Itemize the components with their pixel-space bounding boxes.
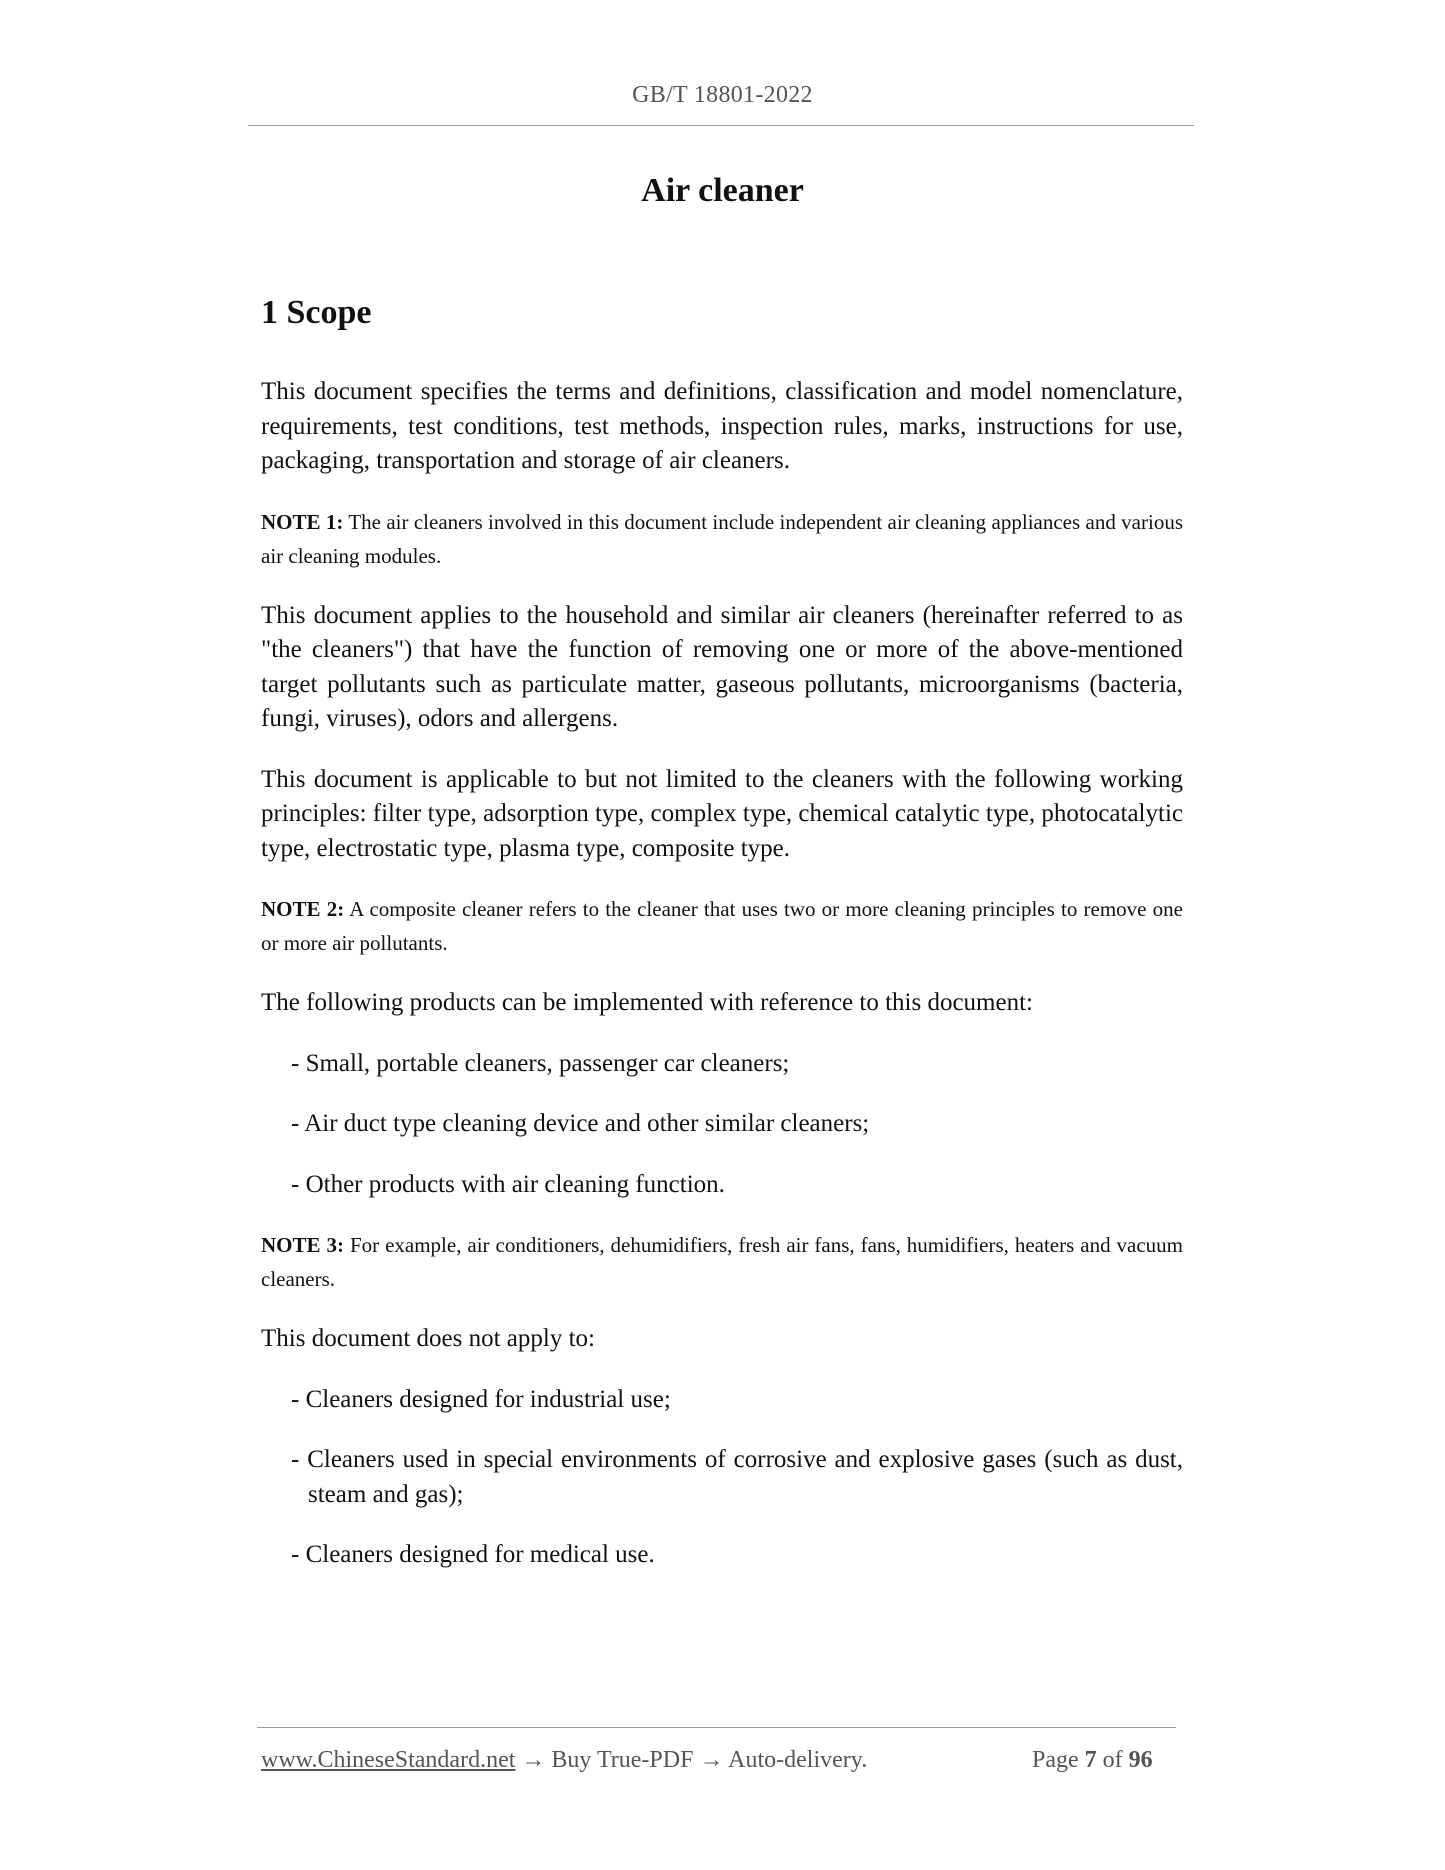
of-label: of (1102, 1747, 1123, 1773)
scope-paragraph-1: This document specifies the terms and definitions, classification and model nomenclature, requirements, test conditions, test methods, inspection rules, marks, instructions for use, packaging, transportation and storage of air cleaners. (261, 378, 1183, 474)
page-number: 7 (1084, 1747, 1097, 1773)
scope-paragraph-5: This document does not apply to: (261, 1325, 595, 1352)
header-standard-code: GB/T 18801-2022 (632, 82, 813, 108)
list-item: - Small, portable cleaners, passenger car cleaners; (291, 1049, 790, 1077)
note-3-label: NOTE 3: (261, 1233, 344, 1257)
buy-pdf-text: Buy True-PDF (551, 1747, 694, 1773)
note-3-text: For example, air conditioners, dehumidifiers, fresh air fans, fans, humidifiers, heaters and vacuum cleaners. (261, 1233, 1184, 1291)
website-link[interactable]: www.ChineseStandard.net (261, 1747, 516, 1773)
document-title: Air cleaner (641, 172, 804, 209)
note-1-label: NOTE 1: (261, 509, 344, 534)
total-pages: 96 (1128, 1747, 1153, 1773)
note-1 (261, 505, 1183, 573)
list-item: - Other products with air cleaning function. (291, 1170, 725, 1198)
arrow-right-icon: → (699, 1747, 724, 1773)
footer-divider (257, 1727, 1176, 1728)
document-body (261, 293, 1183, 1599)
section-heading-scope: 1 Scope (261, 294, 372, 331)
scope-paragraph-3: This document is applicable to but not limited to the cleaners with the following working principles: filter type, adsorption type, complex type, chemical catalytic type, photocatalytic type, electrostatic type, plasma type, composite type. (261, 765, 1183, 862)
header-divider (248, 125, 1194, 126)
note-2-label: NOTE 2: (261, 897, 345, 921)
footer-promo (261, 1747, 867, 1774)
list-item: - Cleaners designed for medical use. (291, 1541, 655, 1568)
note-3 (261, 1228, 1183, 1296)
arrow-right-icon: → (521, 1747, 546, 1773)
note-1-text: The air cleaners involved in this document include independent air cleaning appliances and various air cleaning modules. (261, 509, 1184, 568)
list-item: - Air duct type cleaning device and other similar cleaners; (291, 1110, 870, 1137)
scope-paragraph-4: The following products can be implemented with reference to this document: (261, 989, 1033, 1016)
auto-delivery-text: Auto-delivery. (728, 1747, 868, 1773)
list-item: - Cleaners designed for industrial use; (291, 1385, 671, 1413)
note-2 (261, 892, 1183, 960)
note-2-text: A composite cleaner refers to the cleaner that uses two or more cleaning principles to remove one or more air pollutants. (261, 897, 1183, 955)
list-item: - Cleaners used in special environments of corrosive and explosive gases (such as dust, steam and gas); (291, 1446, 1183, 1508)
scope-paragraph-2: This document applies to the household and similar air cleaners (hereinafter referred to as "the cleaners") that have the function of removing one or more of the above-mentioned target pollutants such as particulate matter, gaseous pollutants, microorganisms (bacteria, fungi, viruses), odors and allergens. (261, 601, 1183, 732)
page-indicator (1032, 1747, 1153, 1774)
page-label: Page (1032, 1747, 1079, 1773)
